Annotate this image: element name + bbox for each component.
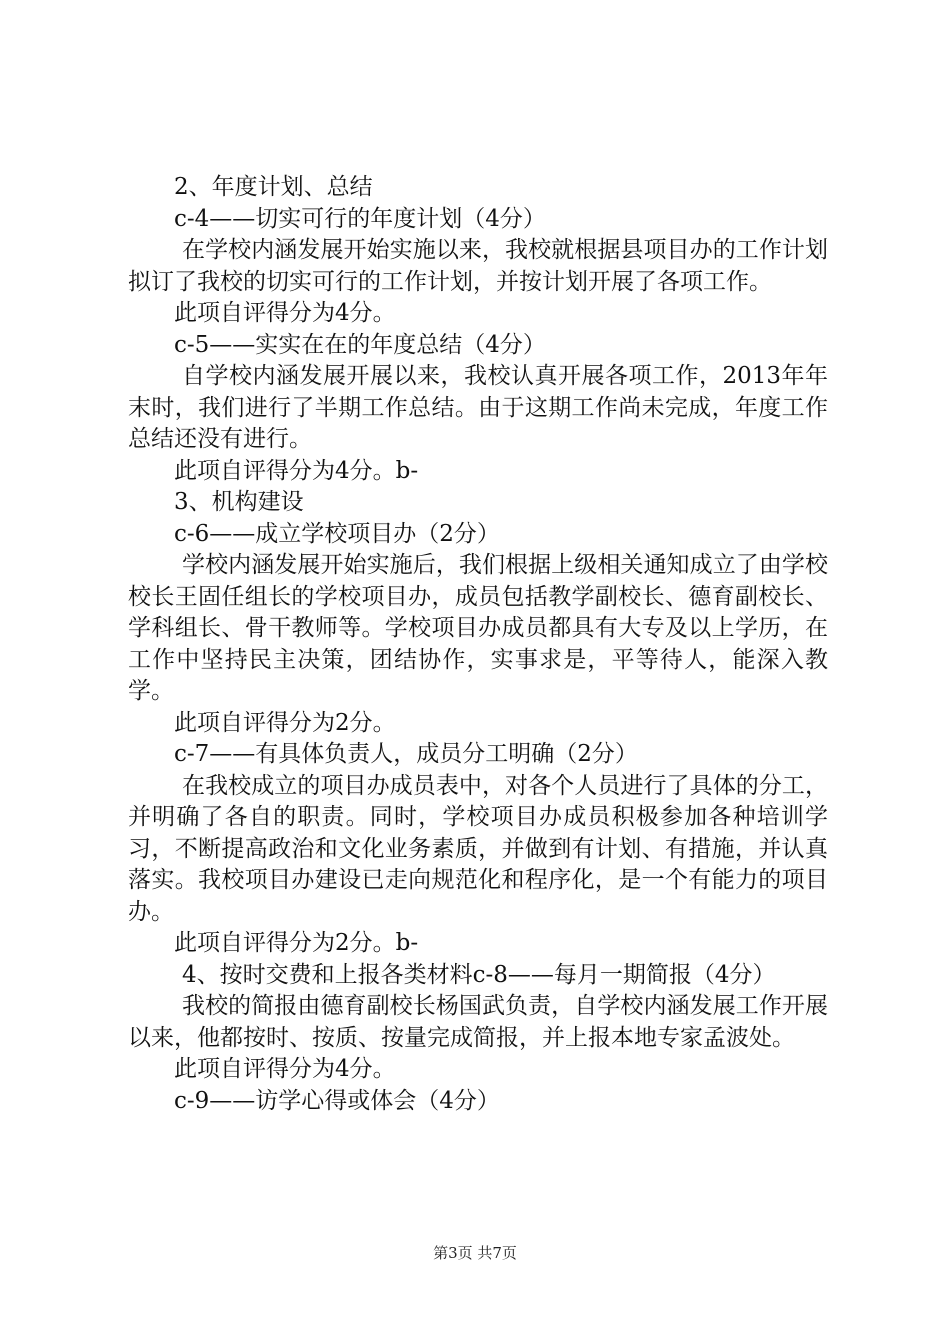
document-body	[128, 172, 828, 1117]
score-line: 此项自评得分为4分。	[174, 1056, 396, 1082]
criterion-heading: c-9——访学心得或体会（4分）	[174, 1087, 500, 1114]
body-paragraph: 自学校内涵发展开展以来，我校认真开展各项工作，2013年年末时，我们进行了半期工作总结。由于这期工作尚未完成，年度工作总结还没有进行。	[128, 363, 828, 452]
body-paragraph: 学校内涵发展开始实施后，我们根据上级相关通知成立了由学校校长王固任组长的学校项目办，成员包括教学副校长、德育副校长、学科组长、骨干教师等。学校项目办成员都具有大专及以上学历，在工作中坚持民主决策，团结协作，实事求是，平等待人，能深入教学。	[128, 552, 828, 704]
score-line: 此项自评得分为4分。b-	[174, 457, 419, 484]
criterion-heading: c-6——成立学校项目办（2分）	[174, 520, 500, 547]
score-line: 此项自评得分为2分。b-	[174, 930, 419, 956]
criterion-heading: c-4——切实可行的年度计划（4分）	[174, 205, 546, 232]
section-heading: 2、年度计划、总结	[174, 174, 373, 200]
criterion-heading: c-5——实实在在的年度总结（4分）	[174, 331, 546, 358]
page-number-footer: 第3页 共7页	[433, 1244, 517, 1262]
body-paragraph: 我校的简报由德育副校长杨国武负责，自学校内涵发展工作开展以来，他都按时、按质、按量完成简报，并上报本地专家孟波处。	[128, 993, 828, 1051]
criterion-heading: c-7——有具体负责人，成员分工明确（2分）	[174, 741, 638, 767]
body-paragraph: 在学校内涵发展开始实施以来，我校就根据县项目办的工作计划拟订了我校的切实可行的工作计划，并按计划开展了各项工作。	[128, 237, 828, 295]
body-paragraph: 在我校成立的项目办成员表中，对各个人员进行了具体的分工，并明确了各自的职责。同时，学校项目办成员积极参加各种培训学习，不断提高政治和文化业务素质，并做到有计划、有措施，并认真落实。我校项目办建设已走向规范化和程序化，是一个有能力的项目办。	[128, 772, 828, 925]
score-line: 此项自评得分为2分。	[174, 709, 396, 736]
score-line: 此项自评得分为4分。	[174, 300, 396, 326]
section-heading-wrapped: 4、按时交费和上报各类材料c-8——每月一期简报（4分）	[182, 961, 776, 988]
section-heading: 3、机构建设	[174, 489, 304, 515]
